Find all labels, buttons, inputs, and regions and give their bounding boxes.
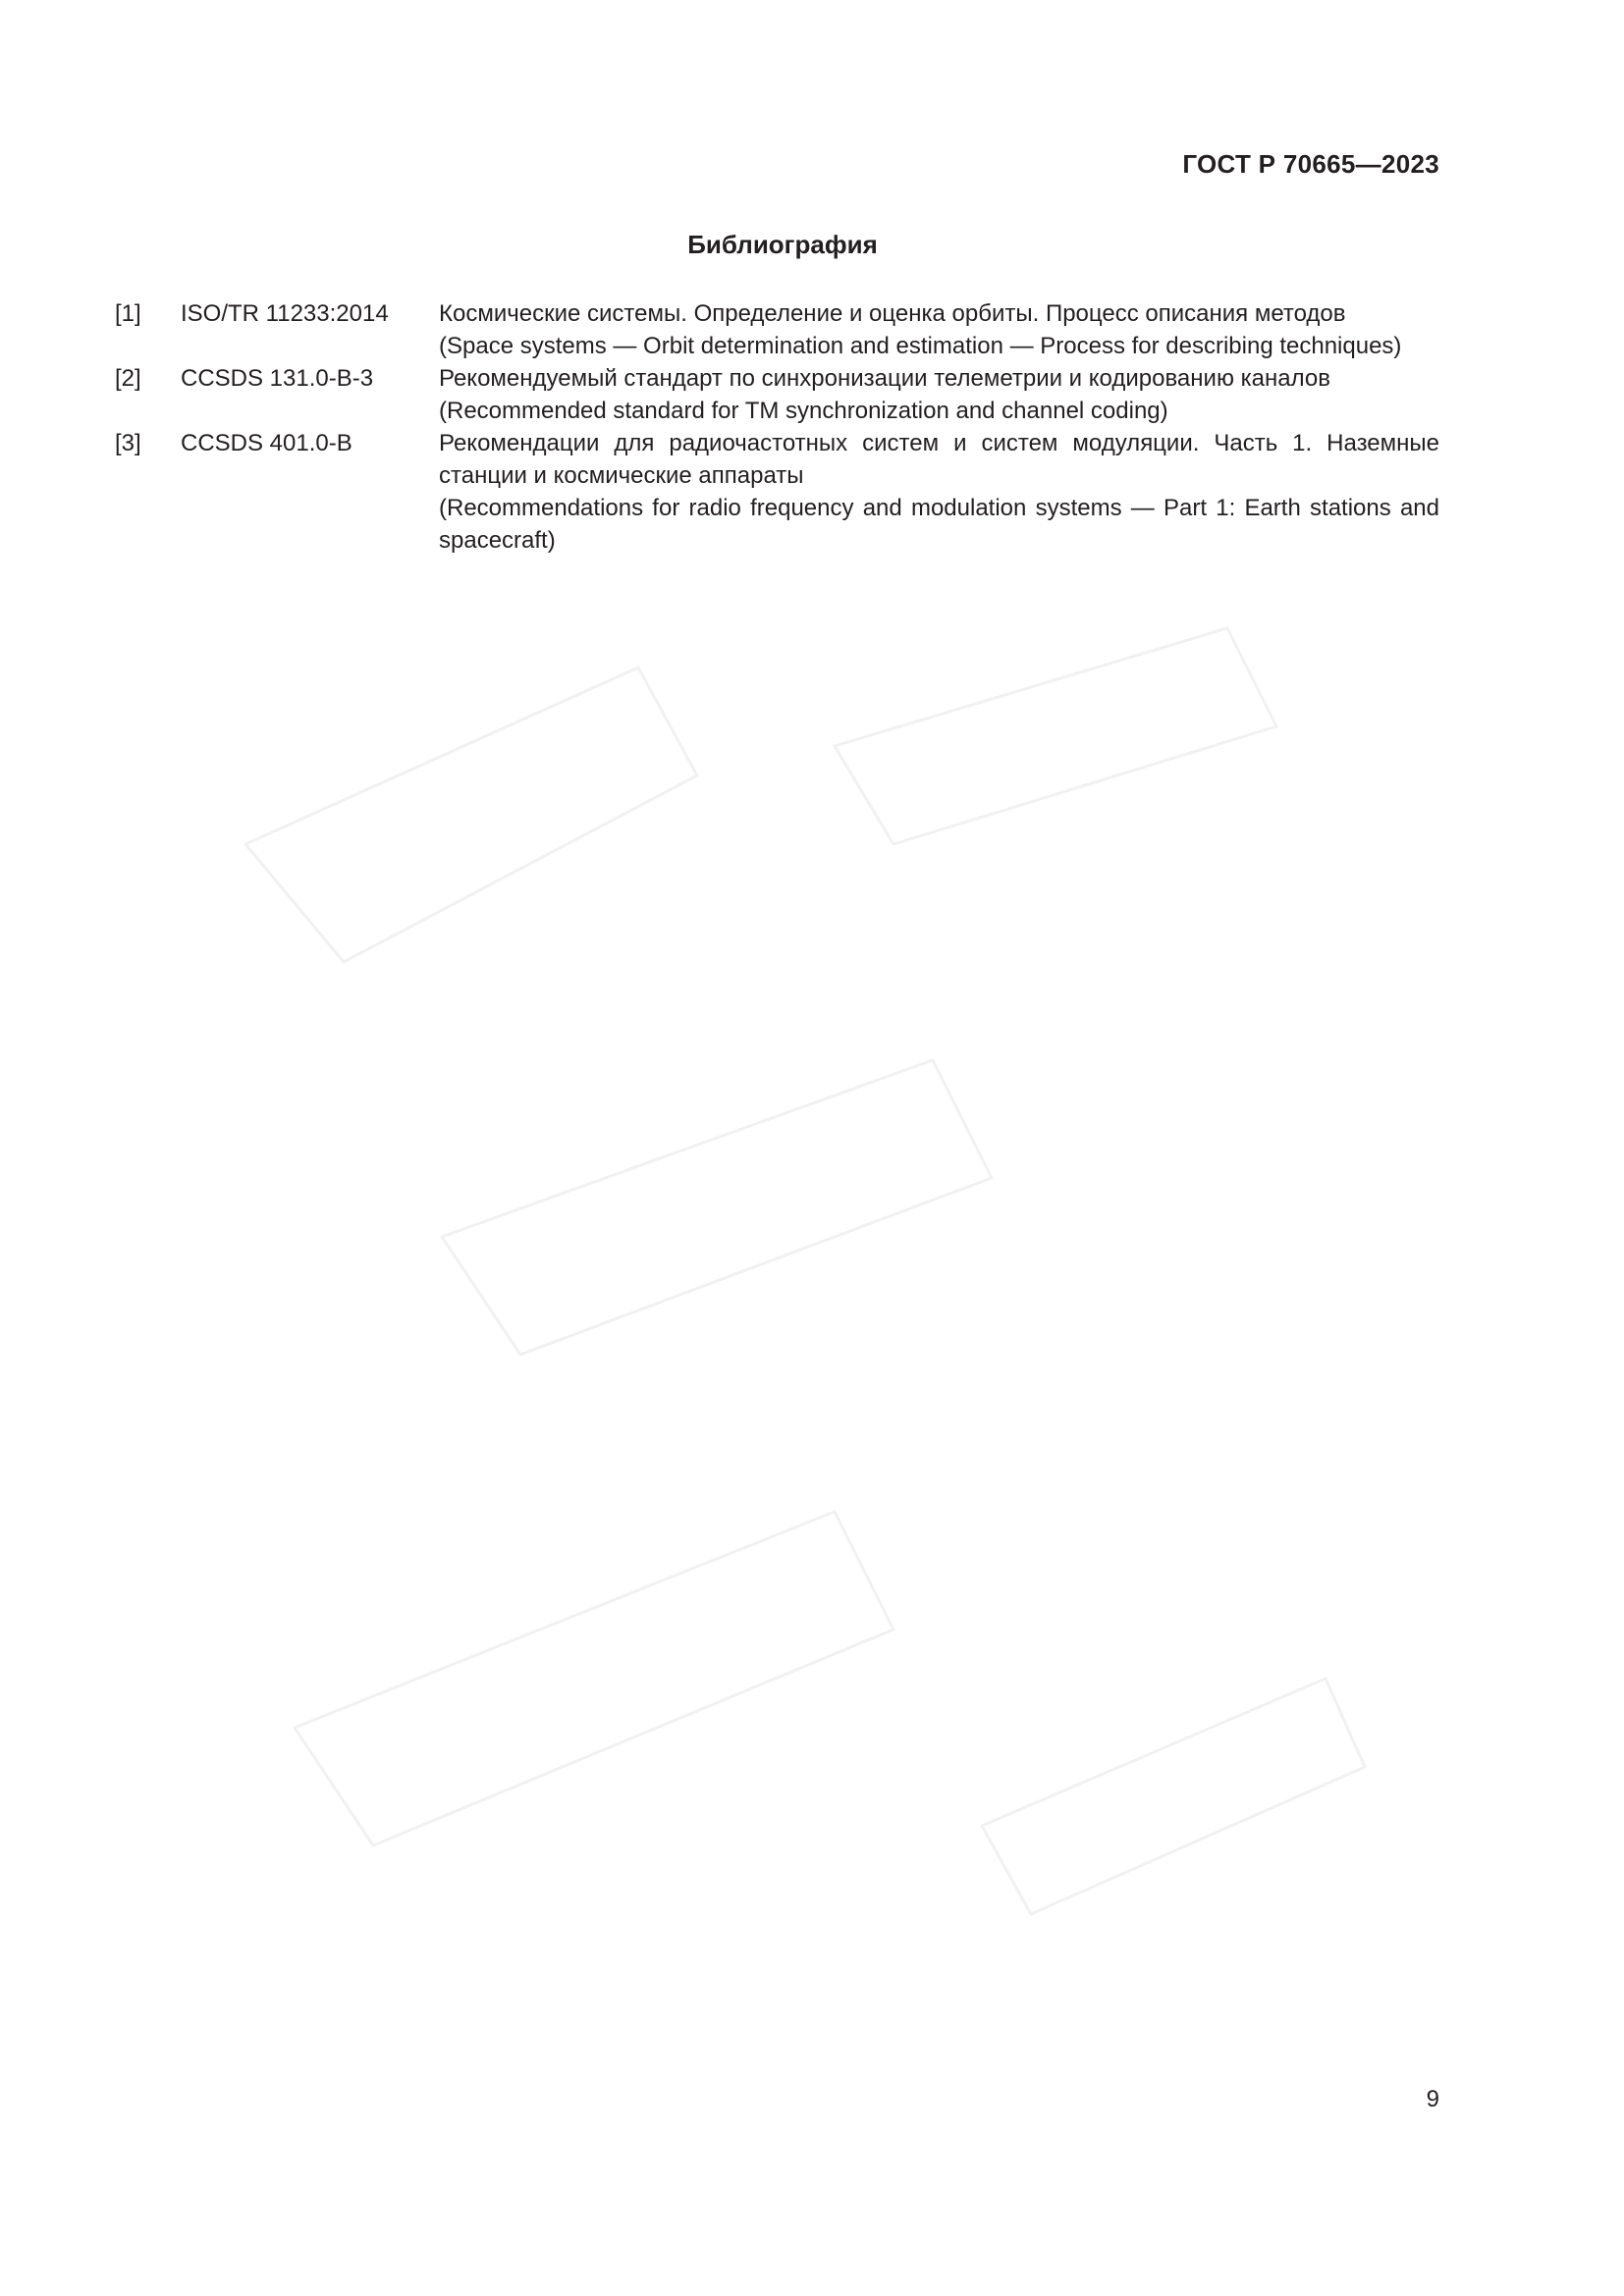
background-watermark-icon [147,550,1424,2022]
entry-title-en: (Recommended standard for TM synchronization and channel coding) [439,398,1168,424]
bibliography-entry [115,427,1439,557]
entry-standard-code: CCSDS 131.0-B-3 [181,365,374,392]
bibliography-entry [115,362,1439,427]
entry-description [439,362,1439,427]
bibliography-list [115,297,1439,557]
entry-number: [1] [115,300,141,327]
entry-number: [2] [115,365,141,392]
entry-number: [3] [115,430,141,456]
entry-title-en: (Recommendations for radio frequency and modulation systems — Part 1: Earth stations and spacecraft) [439,495,1439,554]
entry-description [439,297,1439,362]
document-code-header: ГОСТ Р 70665—2023 [1182,149,1439,179]
entry-standard-code: ISO/TR 11233:2014 [181,300,389,327]
entry-standard-code: CCSDS 401.0-B [181,430,352,456]
entry-title-ru: Рекомендации для радиочастотных систем и систем модуляции. Часть 1. Наземные станции и космические аппараты [439,430,1439,489]
entry-description [439,427,1439,557]
entry-title-en: (Space systems — Orbit determination and estimation — Process for describing techniques) [439,333,1402,359]
page-number: 9 [1426,2086,1439,2112]
entry-title-ru: Космические системы. Определение и оценка орбиты. Процесс описания методов [439,300,1346,327]
section-title: Библиография [687,230,878,259]
bibliography-entry [115,297,1439,362]
entry-title-ru: Рекомендуемый стандарт по синхронизации телеметрии и кодированию каналов [439,365,1330,392]
